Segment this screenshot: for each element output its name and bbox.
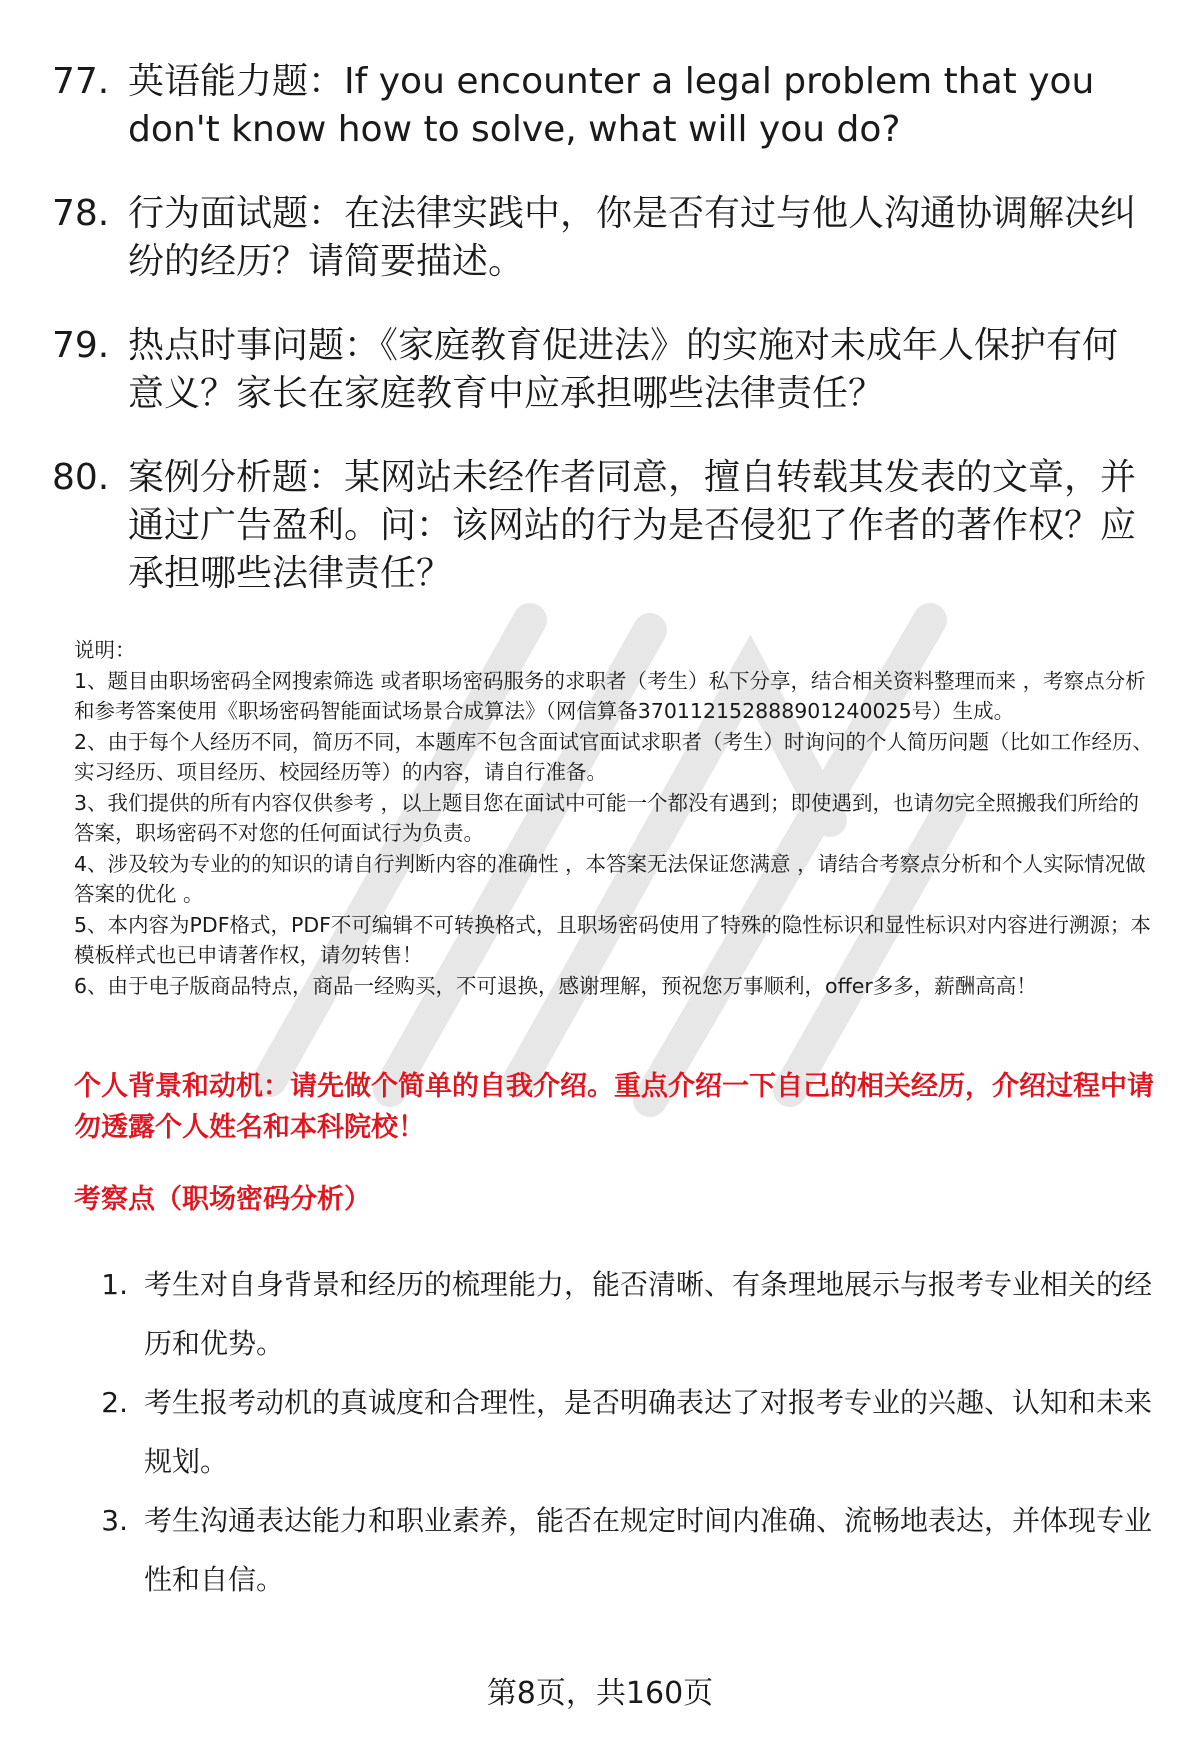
page-number-footer: 第8页，共160页 (486, 1676, 714, 1711)
analysis-heading: 考察点（职场密码分析） (74, 1184, 371, 1215)
question-item (52, 322, 1152, 418)
point-text: 考生沟通表达能力和职业素养，能否在规定时间内准确、流畅地表达，并体现专业性和自信。 (144, 1504, 1153, 1596)
note-item: 4、涉及较为专业的的知识的请自行判断内容的准确性 ，本答案无法保证您满意 ，请结合考察点分析和个人实际情况做答案的优化 。 (74, 851, 1146, 906)
disclaimer-notes (74, 635, 1154, 1001)
point-text: 考生对自身背景和经历的梳理能力，能否清晰、有条理地展示与报考专业相关的经历和优势。 (144, 1268, 1153, 1360)
analysis-point (74, 1373, 1164, 1491)
analysis-points (74, 1255, 1164, 1609)
question-text: 英语能力题：If you encounter a legal problem that you don't know how to solve, what will you do? (128, 61, 1095, 150)
question-text: 热点时事问题：《家庭教育促进法》的实施对未成年人保护有何意义？家长在家庭教育中应承担哪些法律责任？ (128, 325, 1119, 414)
point-text: 考生报考动机的真诚度和合理性，是否明确表达了对报考专业的兴趣、认知和未来规划。 (144, 1386, 1153, 1478)
note-item: 1、题目由职场密码全网搜索筛选 或者职场密码服务的求职者（考生）私下分享，结合相关资料整理而来 ，考察点分析和参考答案使用《职场密码智能面试场景合成算法》（网信算备370112152888901240025号）生成。 (74, 668, 1146, 723)
question-number: 79. (52, 325, 110, 366)
question-list (52, 58, 1152, 634)
question-item (52, 190, 1152, 286)
question-text: 案例分析题：某网站未经作者同意，擅自转载其发表的文章，并通过广告盈利。问：该网站的行为是否侵犯了作者的著作权？应承担哪些法律责任？ (128, 457, 1137, 594)
point-number: 2. (101, 1386, 128, 1419)
analysis-point (74, 1491, 1164, 1609)
note-item: 6、由于电子版商品特点，商品一经购买，不可退换，感谢理解，预祝您万事顺利，offer多多，薪酬高高！ (74, 973, 1037, 998)
question-item (52, 454, 1152, 598)
note-item: 3、我们提供的所有内容仅供参考 ，以上题目您在面试中可能一个都没有遇到；即使遇到，也请勿完全照搬我们所给的答案，职场密码不对您的任何面试行为负责。 (74, 790, 1140, 845)
question-item (52, 58, 1152, 154)
notes-title: 说明： (74, 638, 136, 662)
question-number: 77. (52, 61, 110, 102)
question-number: 78. (52, 193, 110, 234)
question-text: 行为面试题：在法律实践中，你是否有过与他人沟通协调解决纠纷的经历？请简要描述。 (128, 193, 1137, 282)
note-item: 5、本内容为PDF格式，PDF不可编辑不可转换格式，且职场密码使用了特殊的隐性标识和显性标识对内容进行溯源；本模板样式也已申请著作权，请勿转售！ (74, 912, 1151, 967)
analysis-point (74, 1255, 1164, 1373)
highlighted-question: 个人背景和动机：请先做个简单的自我介绍。重点介绍一下自己的相关经历，介绍过程中请勿透露个人姓名和本科院校！ (74, 1071, 1154, 1143)
point-number: 3. (101, 1504, 128, 1537)
question-number: 80. (52, 457, 110, 498)
note-item: 2、由于每个人经历不同，简历不同，本题库不包含面试官面试求职者（考生）时询问的个人简历问题（比如工作经历、实习经历、项目经历、校园经历等）的内容，请自行准备。 (74, 729, 1154, 784)
point-number: 1. (101, 1268, 128, 1301)
